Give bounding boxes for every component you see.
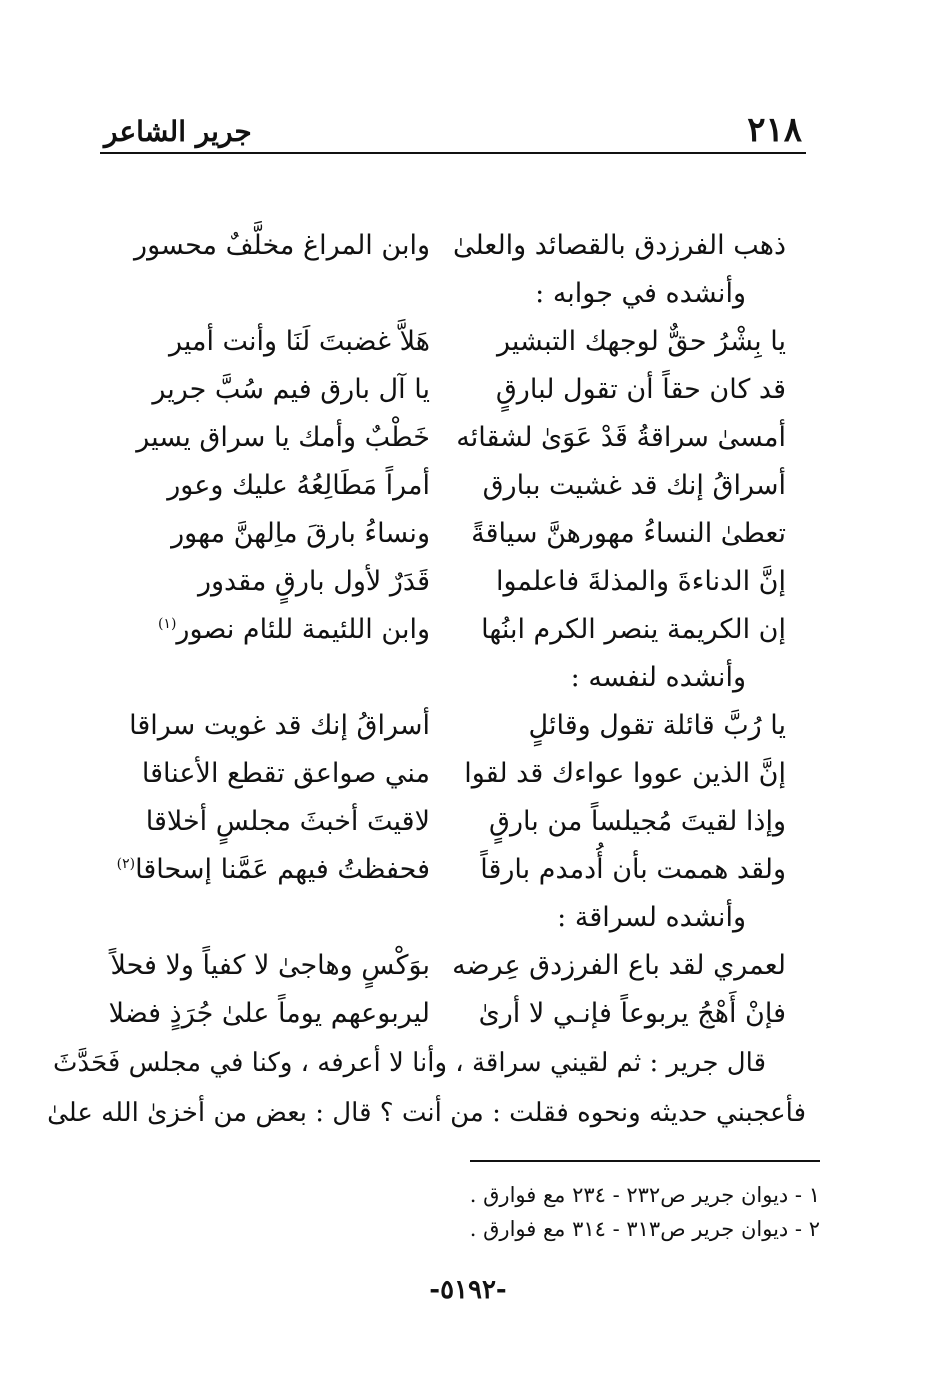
page-body (47, 222, 806, 1138)
prose-line: فأعجبني حديثه ونحوه فقلت : من أنت ؟ قال : بعض من أخزىٰ الله علىٰ (47, 1098, 806, 1128)
verse-line (100, 366, 786, 414)
verse-first-hemistich: وإذا لقيتَ مُجيلساً من بارقٍ (489, 806, 786, 837)
section-intro: وأنشده في جوابه : (535, 278, 746, 309)
verse-first-hemistich: قد كان حقاً أن تقول لبارقٍ (495, 374, 786, 405)
prose-line: قال جرير : ثم لقيني سراقة ، وأنا لا أعرفه ، وكنا في مجلس فَحَدَّثَ (52, 1048, 766, 1078)
verse-second-hemistich: يا آل بارق فيم سُبَّ جرير (152, 374, 430, 405)
verse-first-hemistich: ذهب الفرزدق بالقصائد والعلىٰ (452, 230, 786, 261)
verse-second-hemistich: وابن المراغ مخلَّفٌ محسور (134, 230, 430, 261)
verse-line (100, 222, 786, 270)
hemistich-text: فحفظتُ فيهم عَمَّنا إسحاقا (135, 854, 430, 885)
verse-line (100, 798, 786, 846)
verse-first-hemistich: تعطىٰ النساءُ مهورهنَّ سياقةً (471, 518, 786, 549)
verse-second-hemistich: ونساءُ بارقَ ماِلهنَّ مهور (171, 518, 430, 549)
verse-line (100, 462, 786, 510)
verse-second-hemistich: خَطْبٌ وأمك يا سراق يسير (136, 422, 430, 453)
section-intro: وأنشده لسراقة : (557, 902, 746, 933)
folio-number: -٥١٩٢- (429, 1275, 507, 1305)
footnote-rule (470, 1160, 820, 1162)
verse-second-hemistich (100, 846, 430, 894)
footnote-marker: (١) (157, 616, 177, 632)
verse-second-hemistich: أمراً مَطَالِعُهُ عليك وعور (167, 470, 430, 501)
prose-paragraph (47, 1038, 806, 1138)
verse-second-hemistich: هَلاَّ غضبتَ لَنَا وأنت أمير (168, 326, 430, 357)
verse-second-hemistich (100, 606, 430, 654)
verse-second-hemistich: بوَكْسٍ وهاجىٰ لا كفياً ولا فحلاً (110, 950, 430, 981)
verse-first-hemistich: أسراقُ إنك قد غشيت ببارق (482, 470, 786, 501)
verse-first-hemistich: إنَّ الدناءةَ والمذلةَ فاعلموا (495, 566, 786, 597)
verse-line (100, 414, 786, 462)
verse-second-hemistich: مني صواعق تقطع الأعناقا (141, 758, 430, 789)
verse-line (100, 942, 786, 990)
verse-line (100, 606, 786, 654)
footnote: ١ - ديوان جرير ص٢٣٢ - ٢٣٤ مع فوارق . (469, 1183, 820, 1207)
verse-first-hemistich: إنَّ الذين عووا عواءك قد لقوا (464, 758, 786, 789)
verse-first-hemistich: فإنْ أَهْجُ يربوعاً فإنـي لا أرىٰ (478, 998, 786, 1029)
verse-line (100, 558, 786, 606)
header-rule (100, 152, 806, 154)
hemistich-text: وابن اللئيمة للئام نصور (176, 614, 430, 645)
footnote: ٢ - ديوان جرير ص٣١٣ - ٣١٤ مع فوارق . (469, 1217, 820, 1241)
section-intro: وأنشده لنفسه : (570, 662, 746, 693)
verse-line (100, 846, 786, 894)
verse-line (100, 510, 786, 558)
verse-second-hemistich: ليربوعهم يوماً علىٰ جُرَذٍ فضلا (108, 998, 430, 1029)
footnotes (400, 1178, 820, 1246)
footnote-marker: (٢) (116, 856, 136, 872)
verse-first-hemistich: لعمري لقد باع الفرزدق عِرضه (452, 950, 786, 981)
verse-line (100, 990, 786, 1038)
verse-first-hemistich: يا رُبَّ قائلة تقول وقائلٍ (528, 710, 786, 741)
verse-line (100, 318, 786, 366)
verse-second-hemistich: قَدَرٌ لأول بارقٍ مقدور (197, 566, 430, 597)
verse-first-hemistich: إن الكريمة ينصر الكرم ابنُها (481, 614, 786, 645)
running-title: جرير الشاعر (104, 115, 252, 148)
page-header (100, 108, 806, 152)
verse-first-hemistich: أمسىٰ سراقةُ قَدْ عَوَىٰ لشقائه (456, 422, 786, 453)
verse-second-hemistich: أسراقُ إنك قد غويت سراقا (129, 710, 430, 741)
verse-first-hemistich: يا بِشْرُ حقٌّ لوجهك التبشير (497, 326, 786, 357)
verse-second-hemistich: لاقيتَ أخبثَ مجلسٍ أخلاقا (145, 806, 430, 837)
verse-line (100, 702, 786, 750)
verse-first-hemistich: ولقد هممت بأن أُدمدم بارقاً (480, 854, 786, 885)
verse-line (100, 750, 786, 798)
page-number: ٢١٨ (747, 110, 802, 150)
